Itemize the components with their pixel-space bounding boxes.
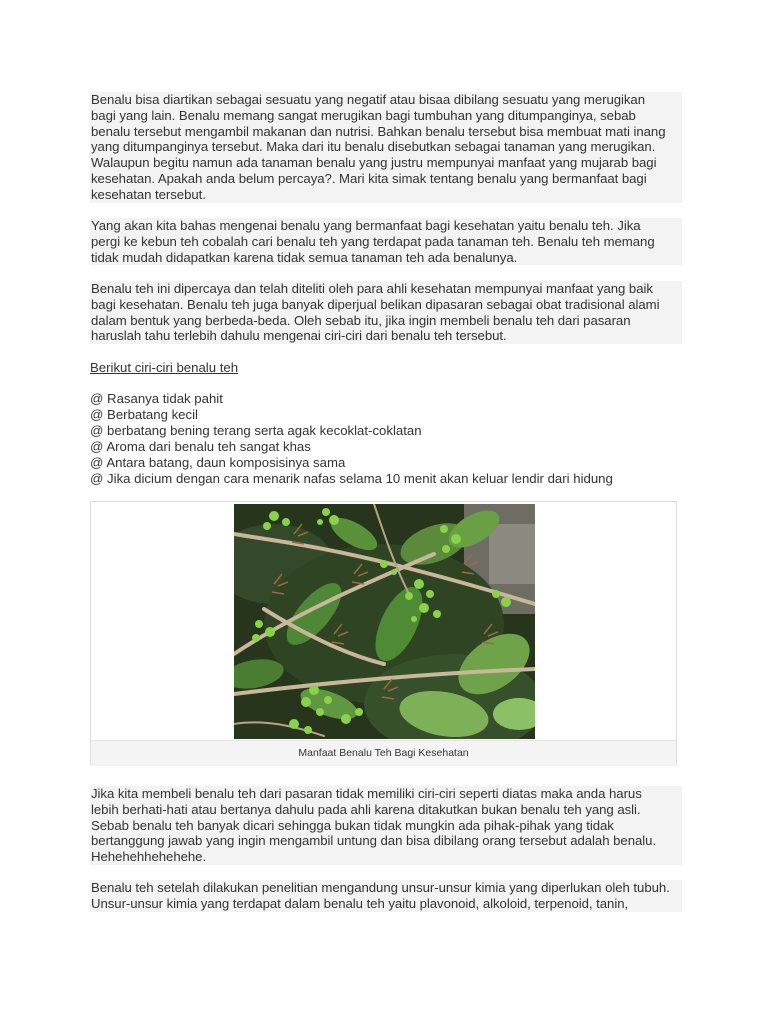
text-line: Benalu teh ini dipercaya dan telah diteliti oleh para ahli kesehatan mempunyai manfaat yang baik xyxy=(91,280,653,296)
text-line: bagi kesehatan. Benalu teh juga banyak diperjual belikan dipasaran sebagai obat tradisional alami xyxy=(91,296,660,312)
figure xyxy=(90,501,677,765)
paragraph-kesehatan xyxy=(90,281,682,344)
text-line: benalu tersebut mengambil makanan dan nutrisi. Bahkan benalu tersebut bisa membuat mati inang xyxy=(91,123,666,139)
benalu-teh-photo xyxy=(234,504,535,739)
text-line: Benalu teh setelah dilakukan penelitian mengandung unsur-unsur kimia yang diperlukan oleh tubuh. xyxy=(91,880,670,896)
list-item: @ Rasanya tidak pahit xyxy=(90,390,223,406)
text-line: yang ditumpanginya tersebut. Maka dari itu benalu disebutkan sebagai tanaman yang merugikan. xyxy=(91,139,656,155)
list-item: @ Berbatang kecil xyxy=(90,406,198,422)
paragraph-benalu-teh xyxy=(90,218,682,265)
list-heading-text: Berikut ciri-ciri benalu teh xyxy=(90,359,239,375)
paragraph-warning xyxy=(90,786,682,865)
text-line: kesehatan. Apakah anda belum percaya?. Mari kita simak tentang benalu yang bermanfaat bagi xyxy=(91,170,647,186)
text-line: haruslah tahu terlebih dahulu mengenai ciri-ciri dari benalu teh tersebut. xyxy=(91,328,507,344)
text-line: Unsur-unsur kimia yang terdapat dalam benalu teh yaitu plavonoid, alkoloid, terpenoid, tanin, xyxy=(91,896,629,912)
text-line: Benalu bisa diartikan sebagai sesuatu yang negatif atau bisaa dibilang sesuatu yang merugikan xyxy=(91,92,646,107)
text-line: Jika kita membeli benalu teh dari pasaran tidak memiliki ciri-ciri seperti diatas maka anda harus xyxy=(91,786,642,801)
article-body xyxy=(90,92,682,487)
characteristics-list xyxy=(90,391,682,487)
text-line: Yang akan kita bahas mengenai benalu yang bermanfaat bagi kesehatan yaitu benalu teh. Jika xyxy=(91,218,641,234)
article-body-continued xyxy=(90,786,682,928)
list-item: @ Antara batang, daun komposisinya sama xyxy=(90,454,346,470)
text-line: tidak mudah didapatkan karena tidak semua tanaman teh ada benalunya. xyxy=(91,249,518,265)
list-item: @ berbatang bening terang serta agak kecoklat-coklatan xyxy=(90,422,422,438)
text-line: bagi yang lain. Benalu memang sangat merugikan bagi tumbuhan yang ditumpanginya, sebab xyxy=(91,107,636,123)
text-line: kesehatan tersebut. xyxy=(91,186,206,202)
text-line: pergi ke kebun teh cobalah cari benalu teh yang terdapat pada tanaman teh. Benalu teh memang xyxy=(91,233,655,249)
paragraph-kimia xyxy=(90,880,682,912)
figure-caption: Manfaat Benalu Teh Bagi Kesehatan xyxy=(91,740,676,766)
text-line: lebih berhati-hati atau bertanya dahulu pada ahli karena ditakutkan bukan benalu teh yang asli. xyxy=(91,801,641,817)
list-heading xyxy=(90,360,682,376)
list-item: @ Jika dicium dengan cara menarik nafas selama 10 menit akan keluar lendir dari hidung xyxy=(90,470,613,486)
paragraph-intro xyxy=(90,92,682,203)
text-line: Hehehehhehehehe. xyxy=(91,849,207,865)
text-line: bertanggung jawab yang ingin mengambil untung dan bisa dibilang orang tersebut adalah benalu. xyxy=(91,833,657,849)
text-line: Walaupun begitu namun ada tanaman benalu yang justru mempunyai manfaat yang mujarab bagi xyxy=(91,155,657,171)
text-line: Sebab benalu teh banyak dicari sehingga bukan tidak mungkin ada pihak-pihak yang tidak xyxy=(91,817,614,833)
text-line: dalam bentuk yang berbeda-beda. Oleh sebab itu, jika ingin membeli benalu teh dari pasaran xyxy=(91,312,631,328)
list-item: @ Aroma dari benalu teh sangat khas xyxy=(90,438,311,454)
